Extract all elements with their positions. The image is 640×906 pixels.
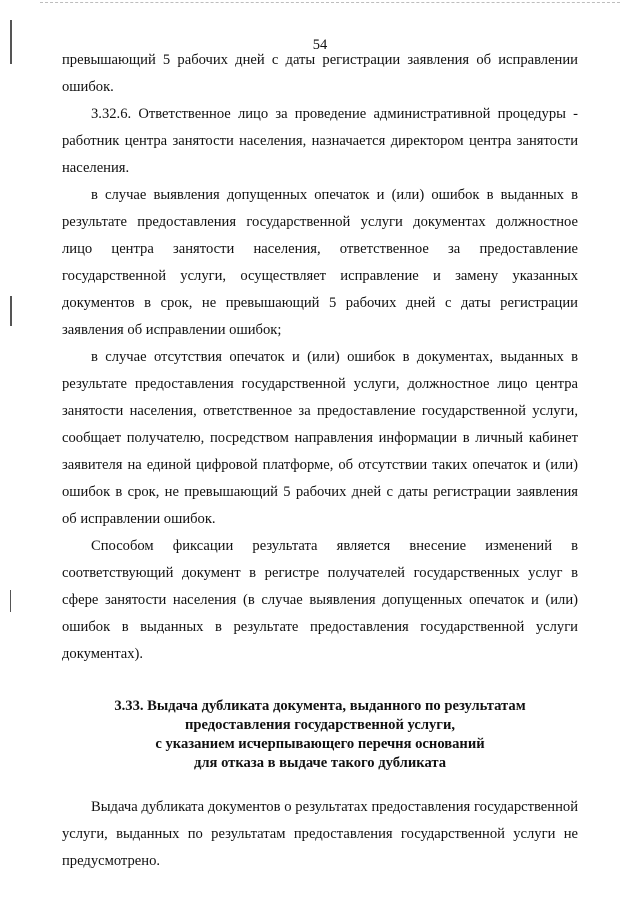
paragraph-duplicate: Выдача дубликата документов о результатах предоставления государственной услуги, выданных по результатам предоставления государственной услуги не предусмотрено. bbox=[62, 799, 578, 869]
heading-line: 3.33. Выдача дубликата документа, выданного по результатам bbox=[114, 698, 526, 714]
paragraph-continuation: превышающий 5 рабочих дней с даты регистрации заявления об исправлении ошибок. bbox=[62, 52, 578, 95]
paragraph-fixation-method: Способом фиксации результата является внесение изменений в соответствующий документ в регистре получателей государственных услуг в сфере занятости населения (в случае выявления допущенных опечаток и (или) ошибок в выданных в результате предоставления государственной услуги документах). bbox=[62, 538, 578, 662]
heading-line: предоставления государственной услуги, bbox=[184, 717, 455, 733]
scan-edge-line bbox=[40, 2, 620, 3]
paragraph-no-errors: в случае отсутствия опечаток и (или) ошибок в документах, выданных в результате предоставления государственной услуги, должностное лицо центра занятости населения, ответственное за предоставление государственной услуги, сообщает получателю, посредством направления информации в личный кабинет заявителя на единой цифровой платформе, об отсутствии таких опечаток и (или) ошибок в срок, не превышающий 5 рабочих дней с даты регистрации заявления об исправлении ошибок. bbox=[62, 349, 578, 527]
heading-line: для отказа в выдаче такого дубликата bbox=[193, 755, 447, 771]
paragraph-3-32-6: 3.32.6. Ответственное лицо за проведение административной процедуры - работник центра занятости населения, назначается директором центра занятости населения. bbox=[62, 106, 578, 176]
document-body bbox=[62, 47, 578, 875]
scan-margin-mark bbox=[10, 296, 12, 326]
section-heading-3-33 bbox=[62, 697, 578, 773]
paragraph-errors-found: в случае выявления допущенных опечаток и (или) ошибок в выданных в результате предоставления государственной услуги документах должностное лицо центра занятости населения, ответственное за предоставление государственной услуги, осуществляет исправление и замену указанных документов в срок, не превышающий 5 рабочих дней с даты регистрации заявления об исправлении ошибок; bbox=[62, 187, 578, 338]
page-number: 54 bbox=[312, 37, 328, 53]
scan-margin-mark bbox=[10, 590, 11, 612]
heading-line: с указанием исчерпывающего перечня оснований bbox=[155, 736, 485, 752]
